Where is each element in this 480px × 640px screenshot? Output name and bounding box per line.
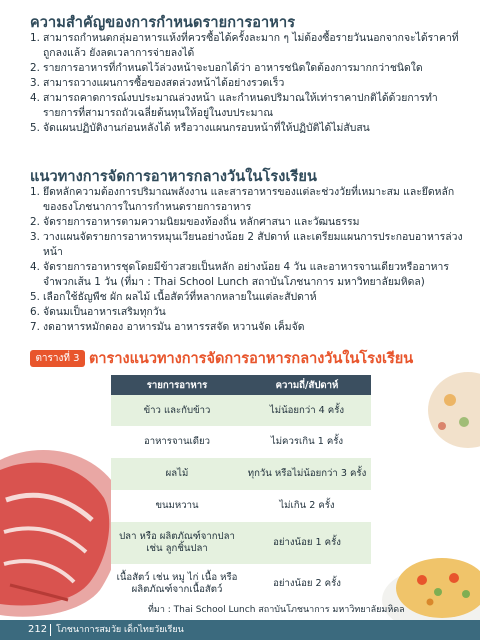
section1-list (30, 31, 464, 136)
page-number: 212 (28, 624, 48, 635)
list-item: 2. รายการอาหารที่กำหนดไว้ล่วงหน้าจะบอกได้ว่า อาหารชนิดใดต้องการมากกว่าชนิดใด (30, 62, 423, 74)
table-row: ขนมหวาน ไม่เกิน 2 ครั้ง (111, 490, 371, 522)
list-item: 1. สามารถกำหนดกลุ่มอาหารแห้งที่ควรซื้อได้ครั้งละมาก ๆ ไม่ต้องซื้อรายวันนอกจากจะได้ราคาที่ถูกลงแล้ว ยังลดเวลาการจ่ายลงได้ (30, 32, 459, 59)
list-item: 7. งดอาหารหมักดอง อาหารมัน อาหารรสจัด หวานจัด เค็มจัด (30, 321, 305, 333)
list-item: 6. จัดนมเป็นอาหารเสริมทุกวัน (30, 306, 166, 318)
table-row: เนื้อสัตว์ เช่น หมู ไก่ เนื้อ หรือ ผลิตภัณฑ์จากเนื้อสัตว์ อย่างน้อย 2 ครั้ง (111, 564, 371, 604)
table-row: ผลไม้ ทุกวัน หรือไม่น้อยกว่า 3 ครั้ง (111, 458, 371, 490)
food-plate-illustration (398, 360, 480, 540)
list-item: 2. จัดรายการอาหารตามความนิยมของท้องถิ่น หลักศาสนา และวัฒนธรรม (30, 216, 360, 228)
page-footer (0, 620, 480, 640)
section2-list (30, 185, 464, 335)
table-row: อาหารจานเดียว ไม่ควรเกิน 1 ครั้ง (111, 426, 371, 458)
table-badge: ตารางที่ 3 (30, 350, 85, 367)
column-header-food: รายการอาหาร (111, 375, 243, 395)
list-item: 3. สามารถวางแผนการซื้อของสดล่วงหน้าได้อย่างรวดเร็ว (30, 77, 285, 89)
list-item: 1. ยึดหลักความต้องการปริมาณพลังงาน และสารอาหารของแต่ละช่วงวัยที่เหมาะสม และยึดหลักของธงโภชนาการในการกำหนดรายการอาหาร (30, 186, 455, 213)
book-title: โภชนาการสมวัย เด็กไทยวัยเรียน (56, 625, 184, 635)
diet-frequency-table (111, 375, 371, 604)
section1-title: ความสำคัญของการกำหนดรายการอาหาร (30, 15, 296, 31)
list-item: 5. จัดแผนปฏิบัติงานก่อนหลังได้ หรือวางแผนกรอบหน้าที่ให้ปฏิบัติได้ไม่สับสน (30, 122, 370, 134)
table-source: ที่มา : Thai School Lunch สถาบันโภชนาการ มหาวิทยาลัยมหิดล (148, 605, 405, 615)
column-header-frequency: ความถี่/สัปดาห์ (243, 375, 371, 395)
table-header-row (111, 375, 371, 395)
section2-title: แนวทางการจัดการอาหารกลางวันในโรงเรียน (30, 169, 317, 185)
list-item: 4. สามารถคาดการณ์งบประมาณล่วงหน้า และกำหนดปริมาณให้เท่าราคาปกติได้ด้วยการทำรายการที่สามารถถัวเฉลี่ยต้นทุนให้อยู่ในงบประมาณ (30, 92, 438, 119)
table-row: ข้าว และกับข้าว ไม่น้อยกว่า 4 ครั้ง (111, 395, 371, 426)
list-item: 4. จัดรายการอาหารชุดโดยมีข้าวสวยเป็นหลัก อย่างน้อย 4 วัน และอาหารจานเดียวหรืออาหารจำพวกเส้น 1 วัน (ที่มา : Thai School Lunch สถาบันโภชนาการ มหาวิทยาลัยมหิดล) (30, 261, 449, 288)
list-item: 5. เลือกใช้ธัญพืช ผัก ผลไม้ เนื้อสัตว์ที่หลากหลายในแต่ละสัปดาห์ (30, 291, 317, 303)
footer-divider (50, 624, 51, 636)
list-item: 3. วางแผนจัดรายการอาหารหมุนเวียนอย่างน้อย 2 สัปดาห์ และเตรียมแผนการประกอบอาหารล่วงหน้า (30, 231, 463, 258)
table-row: ปลา หรือ ผลิตภัณฑ์จากปลา เช่น ลูกชิ้นปลา อย่างน้อย 1 ครั้ง (111, 522, 371, 564)
table-title: ตารางแนวทางการจัดการอาหารกลางวันในโรงเรียน (89, 351, 414, 367)
